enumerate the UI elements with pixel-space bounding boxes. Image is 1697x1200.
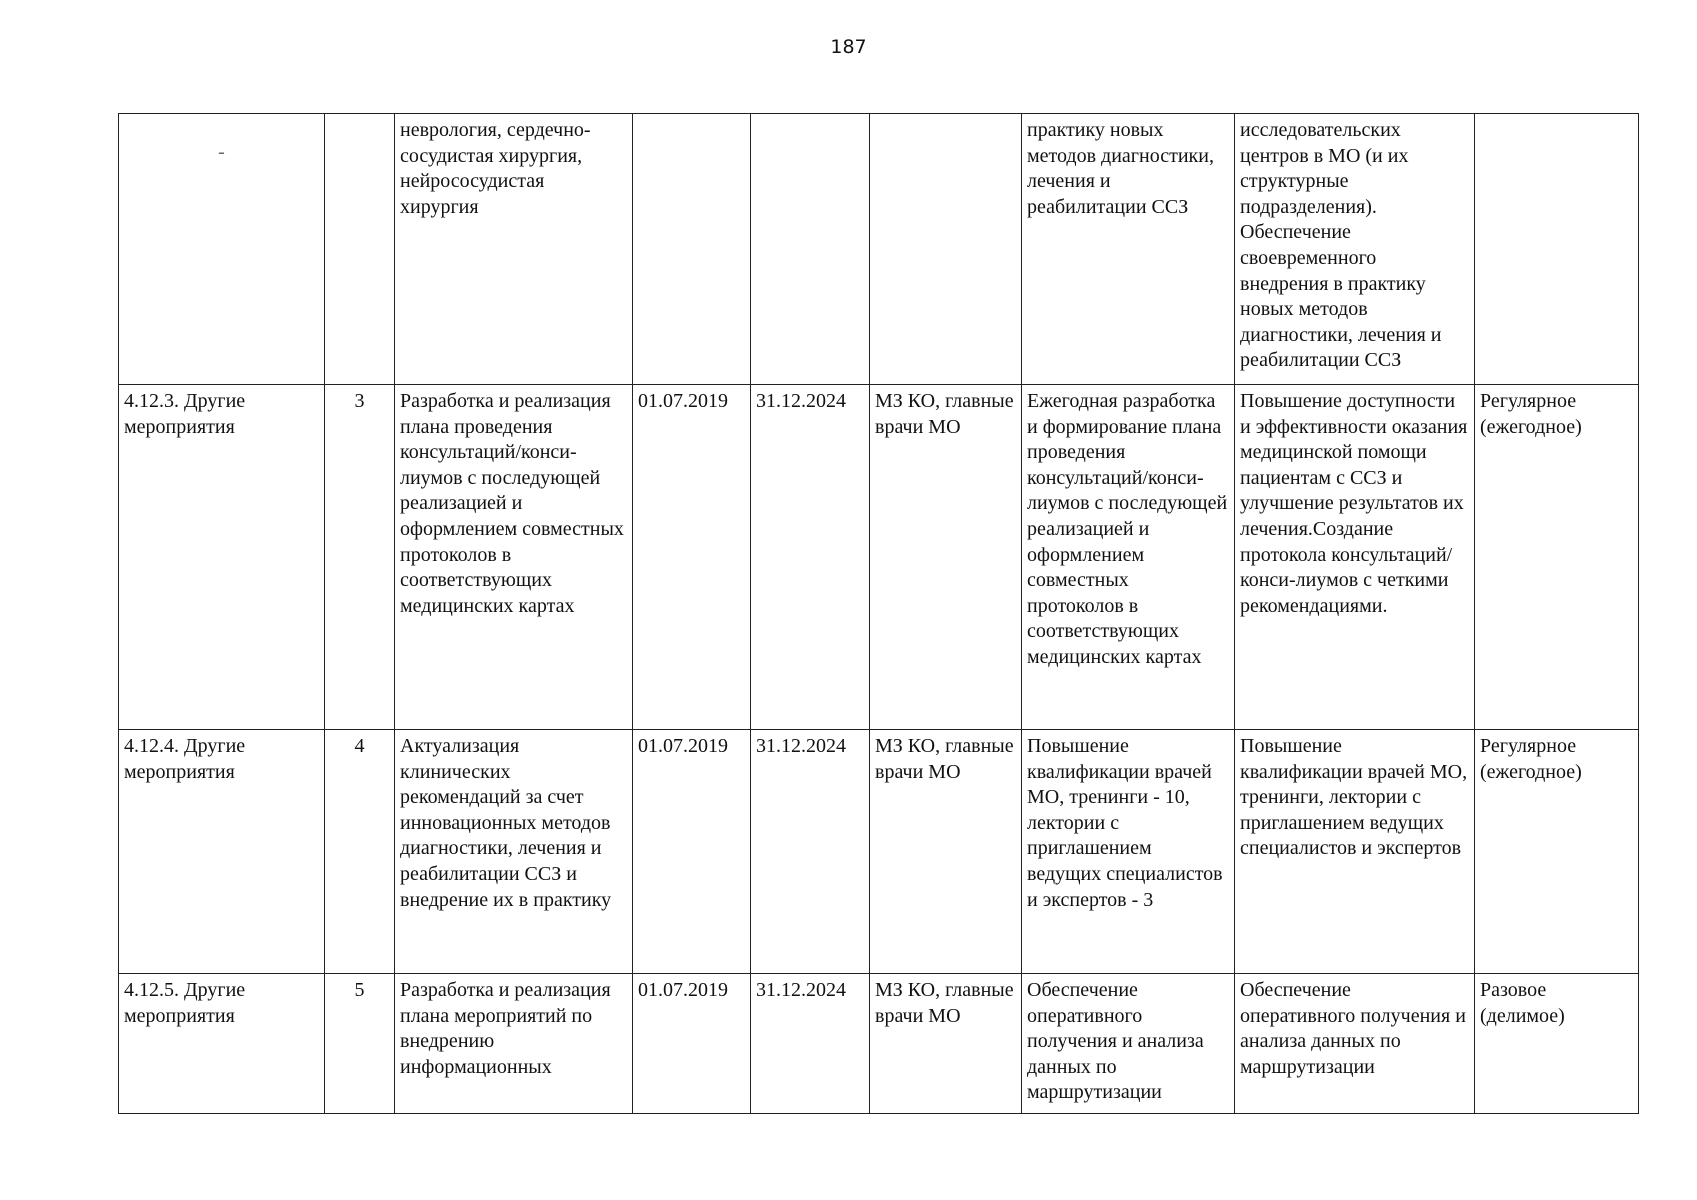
table-row (119, 730, 1639, 974)
cell-expected-result: Повышение квалификации врачей МО, тренинги - 10, лектории с приглашением ведущих специалистов и экспертов - 3 (1022, 730, 1235, 974)
table-row (119, 114, 1639, 385)
cell-section (119, 114, 325, 385)
cell-end-date: 31.12.2024 (751, 385, 870, 730)
cell-expected-result: практику новых методов диагностики, лечения и реабилитации ССЗ (1022, 114, 1235, 385)
cell-section: 4.12.5. Другие мероприятия (119, 974, 325, 1114)
cell-number: 5 (325, 974, 395, 1114)
cell-start-date (633, 114, 751, 385)
cell-end-date: 31.12.2024 (751, 974, 870, 1114)
cell-expected-result: Ежегодная разработка и формирование плана проведения консультаций/конси-лиумов с последующей реализацией и оформлением совместных протоколов в соответствующих медицинских картах (1022, 385, 1235, 730)
cell-end-date: 31.12.2024 (751, 730, 870, 974)
cell-responsible: МЗ КО, главные врачи МО (870, 974, 1022, 1114)
cell-characteristic: Повышение доступности и эффективности оказания медицинской помощи пациентам с ССЗ и улучшение результатов их лечения.Создание протокола консультаций/конси-лиумов с четкими рекомендациями. (1235, 385, 1475, 730)
cell-characteristic: Обеспечение оперативного получения и анализа данных по маршрутизации (1235, 974, 1475, 1114)
cell-number (325, 114, 395, 385)
cell-expected-result: Обеспечение оперативного получения и анализа данных по маршрутизации (1022, 974, 1235, 1114)
cell-characteristic: исследовательских центров в МО (и их структурные подразделения). Обеспечение своевременного внедрения в практику новых методов диагностики, лечения и реабилитации ССЗ (1235, 114, 1475, 385)
cell-start-date: 01.07.2019 (633, 385, 751, 730)
cell-characteristic: Повышение квалификации врачей МО, тренинги, лектории с приглашением ведущих специалистов и экспертов (1235, 730, 1475, 974)
cell-responsible: МЗ КО, главные врачи МО (870, 385, 1022, 730)
cell-type: Регулярное (ежегодное) (1475, 730, 1639, 974)
cell-number: 4 (325, 730, 395, 974)
cell-number: 3 (325, 385, 395, 730)
table-row (119, 974, 1639, 1114)
cell-activity: Разработка и реализация плана проведения консультаций/конси-лиумов с последующей реализацией и оформлением совместных протоколов в соответствующих медицинских картах (395, 385, 633, 730)
cell-responsible: МЗ КО, главные врачи МО (870, 730, 1022, 974)
cell-type: Регулярное (ежегодное) (1475, 385, 1639, 730)
cell-start-date: 01.07.2019 (633, 730, 751, 974)
cell-type (1475, 114, 1639, 385)
cell-start-date: 01.07.2019 (633, 974, 751, 1114)
cell-end-date (751, 114, 870, 385)
cell-section: 4.12.4. Другие мероприятия (119, 730, 325, 974)
cell-responsible (870, 114, 1022, 385)
cell-activity: Актуализация клинических рекомендаций за счет инновационных методов диагностики, лечения и реабилитации ССЗ и внедрение их в практику (395, 730, 633, 974)
cell-activity: Разработка и реализация плана мероприятий по внедрению информационных (395, 974, 633, 1114)
table-row (119, 385, 1639, 730)
cell-activity: неврология, сердечно-сосудистая хирургия, нейрососудистая хирургия (395, 114, 633, 385)
activities-table (118, 113, 1639, 1114)
dash-mark: - (218, 141, 225, 163)
page-number: 187 (830, 36, 867, 58)
cell-type: Разовое (делимое) (1475, 974, 1639, 1114)
cell-section: 4.12.3. Другие мероприятия (119, 385, 325, 730)
